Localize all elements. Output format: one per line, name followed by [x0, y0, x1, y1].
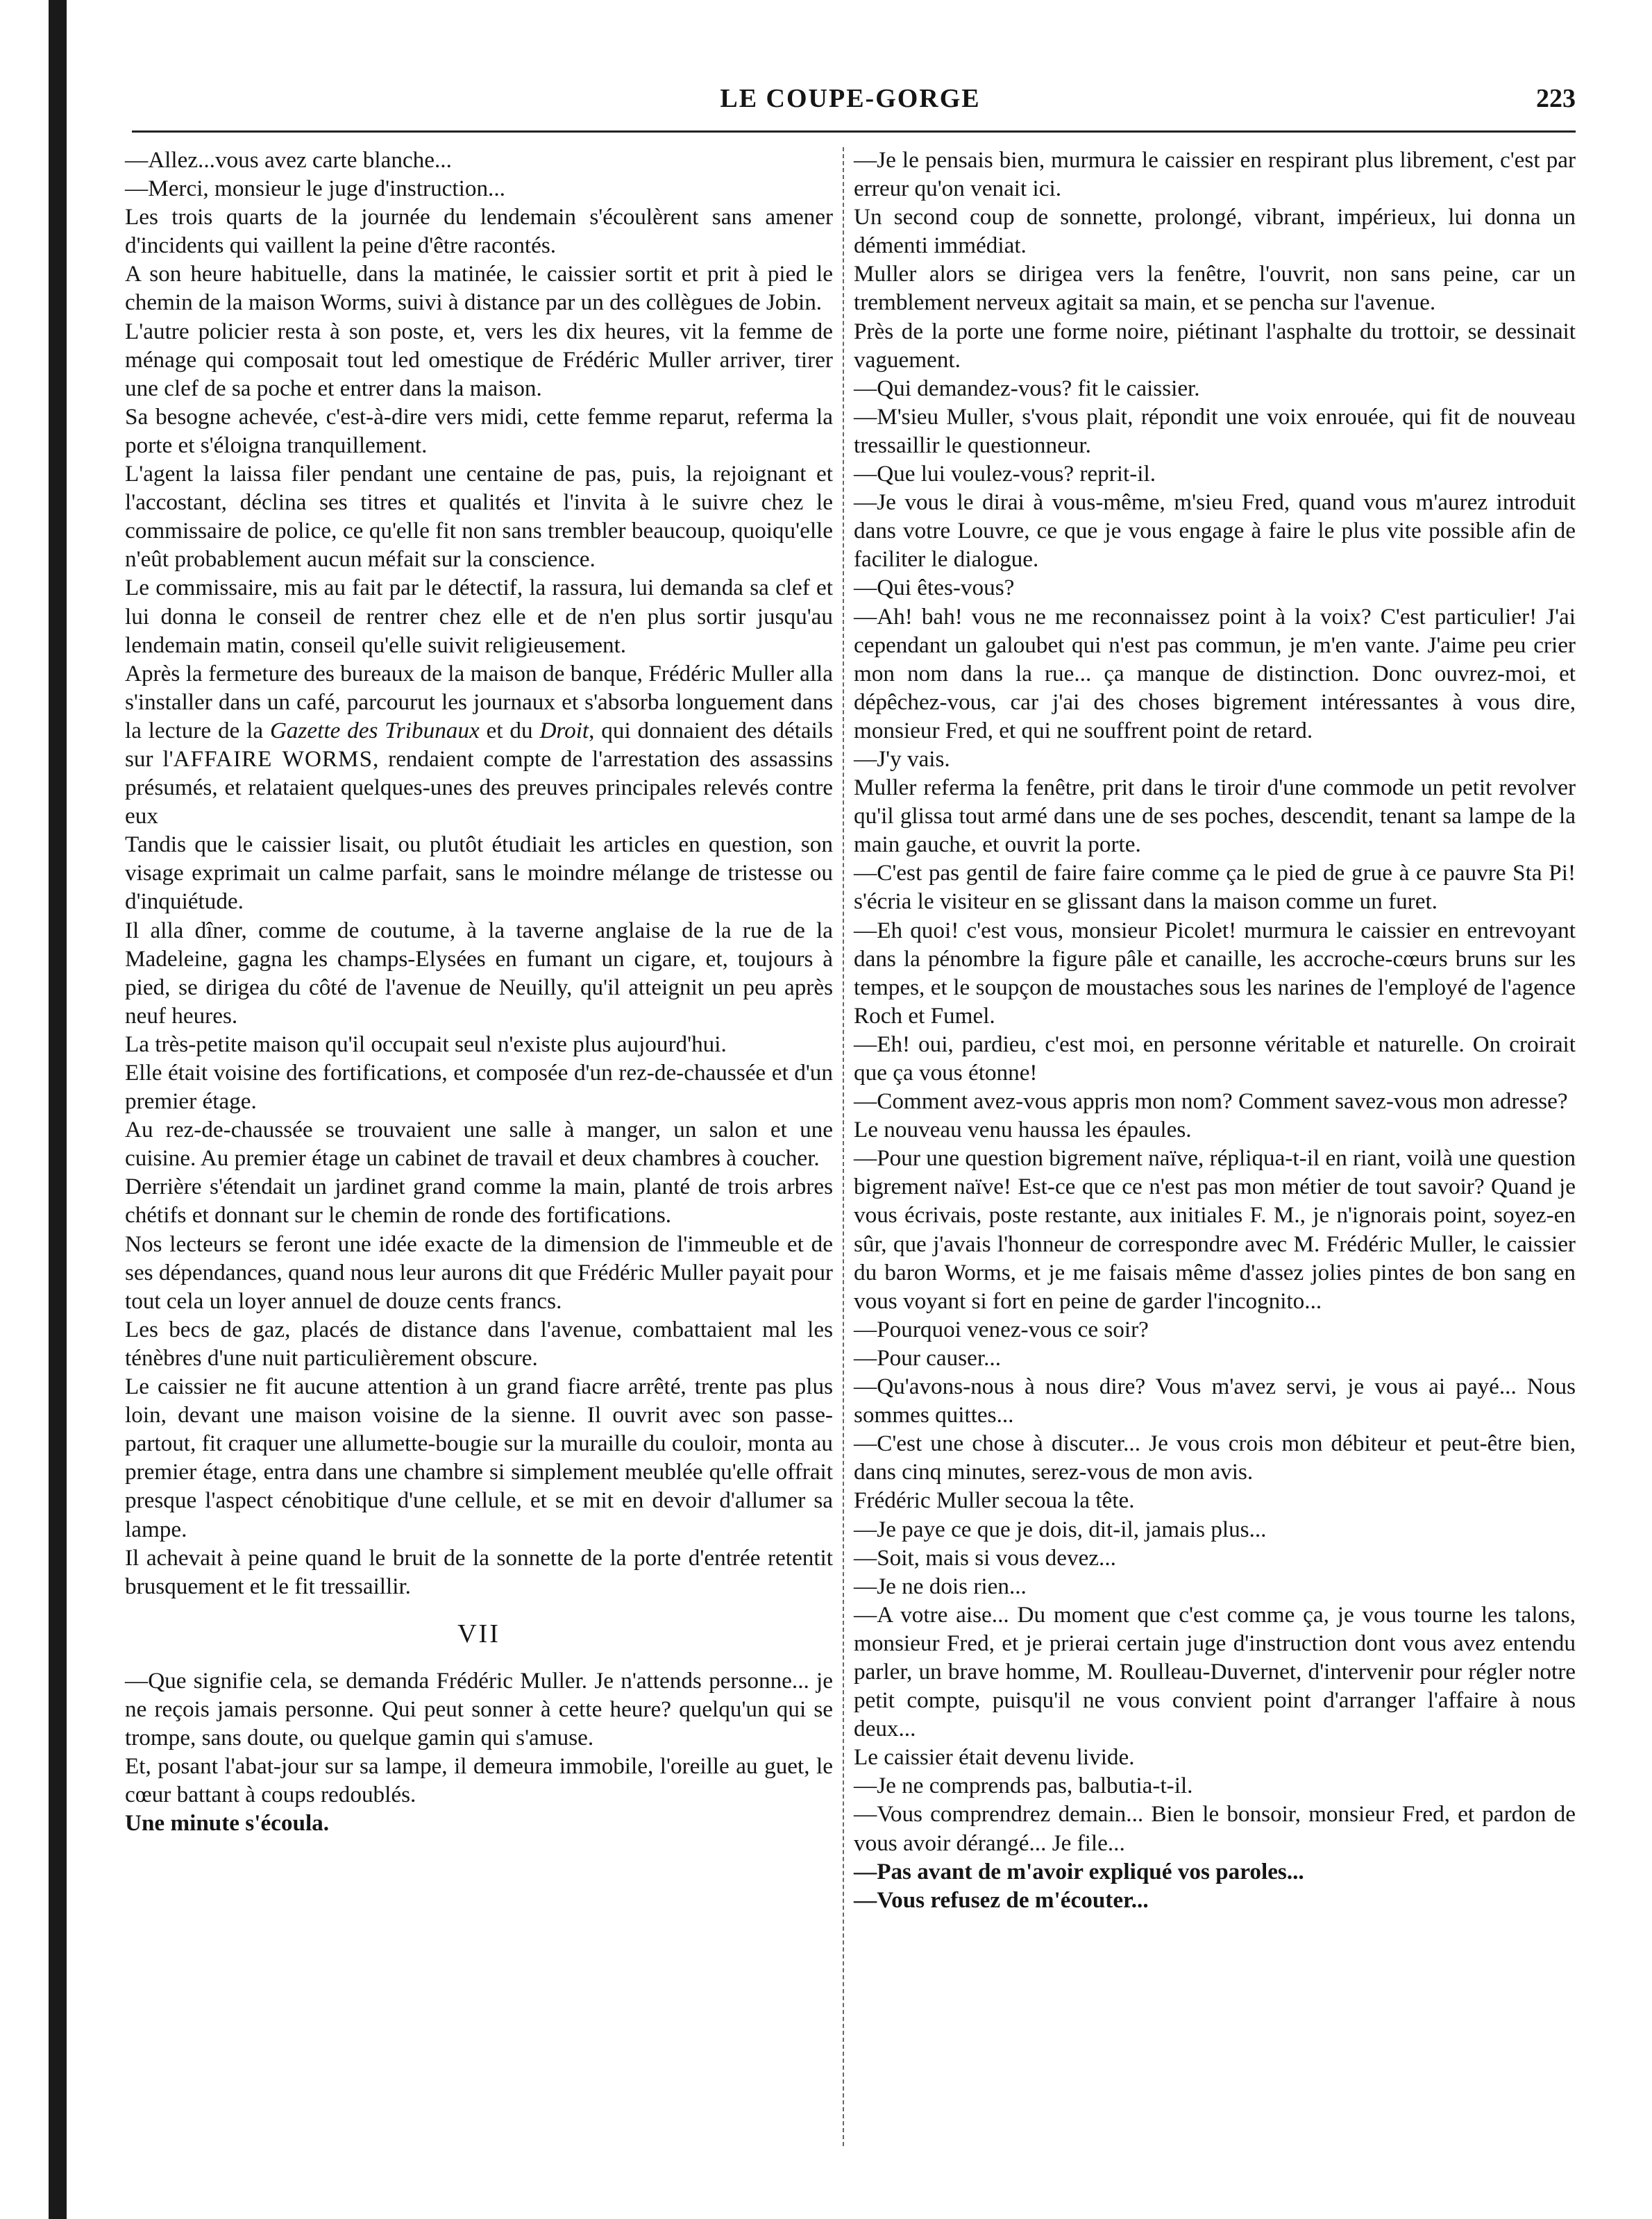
newspaper-title: Droit	[539, 717, 589, 743]
paragraph: Elle était voisine des fortifications, et composée d'un rez-de-chaussée et d'un premier étage.	[125, 1060, 833, 1115]
paragraph: Le caissier ne fit aucune attention à un grand fiacre arrêté, trente pas plus loin, devant une maison voisine de la sienne. Il ouvrit avec son passe-partout, fit craquer une allumette-bougie sur la muraille du couloir, monta au premier étage, entra dans une chambre si simplement meublée qu'elle offrait presque l'aspect cénobitique d'une cellule, et se mit en devoir d'allumer sa lampe.	[125, 1374, 833, 1542]
paragraph: —Soit, mais si vous devez...	[854, 1544, 1116, 1571]
paragraph: —Que lui voulez-vous? reprit-il.	[854, 461, 1156, 487]
paragraph: —Comment avez-vous appris mon nom? Comment savez-vous mon adresse?	[854, 1088, 1568, 1115]
paragraph: Le caissier était devenu livide.	[854, 1744, 1135, 1771]
inline-text: , rendaient compte de l'arrestation des assassins présumés, et relataient quelques-unes des preuves principales relevés contre eux	[125, 745, 833, 829]
paragraph: Il achevait à peine quand le bruit de la sonnette de la porte d'entrée retentit brusquement et le fit tressaillir.	[125, 1544, 833, 1599]
paragraph: Les trois quarts de la journée du lendemain s'écoulèrent sans amener d'incidents qui vaillent la peine d'être racontés.	[125, 204, 833, 259]
paragraph: —Vous refusez de m'écouter...	[854, 1887, 1149, 1913]
paragraph: Le commissaire, mis au fait par le détectif, la rassura, lui demanda sa clef et lui donna le conseil de rentrer chez elle et de n'en plus sortir jusqu'au lendemain matin, conseil qu'elle suivit religieusement.	[125, 575, 833, 658]
running-title: LE COUPE-GORGE	[720, 84, 981, 113]
paragraph: Un second coup de sonnette, prolongé, vibrant, impérieux, lui donna un démenti immédiat.	[854, 204, 1576, 259]
paragraph: —Que signifie cela, se demanda Frédéric Muller. Je n'attends personne... je ne reçois jamais personne. Qui peut sonner à cette heure? quelqu'un qui se trompe, sans doute, ou quelque gamin qui s'amuse.	[125, 1667, 833, 1751]
paragraph: —M'sieu Muller, s'vous plait, répondit une voix enrouée, qui fit de nouveau tressaillir le questionneur.	[854, 403, 1576, 458]
header-rule	[132, 130, 1576, 133]
paragraph: —Vous comprendrez demain... Bien le bonsoir, monsieur Fred, et pardon de vous avoir dérangé... Je file...	[854, 1801, 1576, 1856]
paragraph: —Pour une question bigrement naïve, répliqua-t-il en riant, voilà une question bigrement naïve! Est-ce que ce n'est pas mon métier de tout savoir? Quand je vous écrivais, poste restante, aux initiales F. M., je n'ignorais point, soyez-en sûr, que j'avais l'honneur de correspondre avec M. Frédéric Muller, le caissier du baron Worms, et je me faisais même d'assez jolies pintes de bon sang en vous voyant si fort en peine de garder l'incognito...	[854, 1145, 1576, 1314]
page-margin-bar	[49, 0, 67, 2219]
paragraph: Une minute s'écoula.	[125, 1810, 330, 1837]
paragraph: —Pas avant de m'avoir expliqué vos paroles...	[854, 1858, 1304, 1884]
paragraph: —A votre aise... Du moment que c'est comme ça, je vous tourne les talons, monsieur Fred, et je prierai certain juge d'instruction dont vous avez entendu parler, un brave homme, M. Roulleau-Duvernet, d'intervenir pour régler notre petit compte, puisqu'il ne vous convient point d'arranger l'affaire à nous deux...	[854, 1601, 1576, 1742]
left-column	[125, 146, 833, 1837]
paragraph: —J'y vais.	[854, 745, 950, 772]
paragraph: Muller referma la fenêtre, prit dans le tiroir d'une commode un petit revolver qu'il glissa tout armé dans une de ses poches, descendit, tenant sa lampe de la main gauche, et ouvrit la porte.	[854, 775, 1576, 858]
inline-text: et du	[479, 717, 540, 743]
newspaper-title: Gazette des Tribunaux	[269, 717, 480, 743]
paragraph: —Allez...vous avez carte blanche...	[125, 147, 452, 173]
paragraph: —Merci, monsieur le juge d'instruction...	[125, 176, 505, 202]
paragraph: Il alla dîner, comme de coutume, à la taverne anglaise de la rue de la Madeleine, gagna les champs-Elysées en fumant un cigare, et, toujours à pied, se dirigea du côté de l'avenue de Neuilly, qu'il atteignit un peu après neuf heures.	[125, 917, 833, 1029]
paragraph: L'agent la laissa filer pendant une centaine de pas, puis, la rejoignant et l'accostant, déclina ses titres et qualités et l'invita à le suivre chez le commissaire de police, ce qu'elle fit non sans trembler beaucoup, quoiqu'elle n'eût probablement aucun méfait sur la conscience.	[125, 461, 833, 573]
paragraph: —Ah! bah! vous ne me reconnaissez point à la voix? C'est particulier! J'ai cependant un galoubet qui n'est pas commun, je m'en vante. J'aime peu crier mon nom dans la rue... ça manque de distinction. Donc ouvrez-moi, et dépêchez-vous, car j'ai des choses bigrement intéressantes à vous dire, monsieur Fred, et qui ne souffrent point de retard.	[854, 603, 1576, 743]
paragraph: —Je le pensais bien, murmura le caissier en respirant plus librement, c'est par erreur qu'on venait ici.	[854, 147, 1576, 202]
paragraph: Derrière s'étendait un jardinet grand comme la main, planté de trois arbres chétifs et donnant sur le chemin de ronde des fortifications.	[125, 1174, 833, 1229]
paragraph: Muller alors se dirigea vers la fenêtre, l'ouvrit, non sans peine, car un tremblement nerveux agitait sa main, et se pencha sur l'avenue.	[854, 261, 1576, 316]
paragraph: La très-petite maison qu'il occupait seul n'existe plus aujourd'hui.	[125, 1031, 727, 1057]
inline-text: , qui donnaient des détails sur l'	[125, 717, 834, 772]
paragraph: Tandis que le caissier lisait, ou plutôt étudiait les articles en question, son visage exprimait un calme parfait, sans le moindre mélange de tristesse ou d'inquiétude.	[125, 832, 833, 915]
paragraph: Les becs de gaz, placés de distance dans l'avenue, combattaient mal les ténèbres d'une nuit particulièrement obscure.	[125, 1316, 833, 1371]
paragraph: —Pourquoi venez-vous ce soir?	[854, 1316, 1149, 1342]
page-number: 223	[1536, 84, 1576, 113]
paragraph: Nos lecteurs se feront une idée exacte de la dimension de l'immeuble et de ses dépendances, quand nous leur aurons dit que Frédéric Muller payait pour tout cela un loyer annuel de douze cents francs.	[125, 1231, 833, 1314]
paragraph: Sa besogne achevée, c'est-à-dire vers midi, cette femme reparut, referma la porte et s'éloigna tranquillement.	[125, 403, 833, 458]
paragraph: Au rez-de-chaussée se trouvaient une salle à manger, un salon et une cuisine. Au premier étage un cabinet de travail et deux chambres à coucher.	[125, 1117, 833, 1172]
paragraph: Près de la porte une forme noire, piétinant l'asphalte du trottoir, se dessinait vaguement.	[854, 318, 1576, 373]
paragraph: —C'est une chose à discuter... Je vous crois mon débiteur et peut-être bien, dans cinq minutes, serez-vous de mon avis.	[854, 1431, 1576, 1485]
affair-name: AFFAIRE WORMS	[173, 745, 373, 772]
running-header	[125, 83, 1576, 128]
paragraph: —Je paye ce que je dois, dit-il, jamais plus...	[854, 1516, 1267, 1542]
paragraph: A son heure habituelle, dans la matinée, le caissier sortit et prit à pied le chemin de la maison Worms, suivi à distance par un des collègues de Jobin.	[125, 261, 833, 316]
paragraph: —C'est pas gentil de faire faire comme ça le pied de grue à ce pauvre Sta Pi! s'écria le visiteur en se glissant dans la maison comme un furet.	[854, 860, 1576, 915]
paragraph: —Je ne dois rien...	[854, 1573, 1027, 1599]
paragraph: —Je vous le dirai à vous-même, m'sieu Fred, quand vous m'aurez introduit dans votre Louvre, ce que je vous engage à faire le plus vite possible afin de faciliter le dialogue.	[854, 489, 1576, 573]
chapter-heading: VII	[457, 1619, 500, 1648]
paragraph: —Eh! oui, pardieu, c'est moi, en personne véritable et naturelle. On croirait que ça vous étonne!	[854, 1031, 1576, 1086]
paragraph: —Je ne comprends pas, balbutia-t-il.	[854, 1773, 1193, 1799]
paragraph: Frédéric Muller secoua la tête.	[854, 1487, 1135, 1514]
paragraph: Le nouveau venu haussa les épaules.	[854, 1117, 1192, 1143]
paragraph: Et, posant l'abat-jour sur sa lampe, il demeura immobile, l'oreille au guet, le cœur battant à coups redoublés.	[125, 1753, 833, 1808]
paragraph: —Qui êtes-vous?	[854, 575, 1015, 601]
column-divider	[843, 147, 844, 2146]
paragraph-text: Après la fermeture des bureaux de la maison de banque, Frédéric Muller alla s'installer dans un café, parcourut les journaux et s'absorba longuement dans la lecture de la	[125, 660, 833, 743]
paragraph: —Qui demandez-vous? fit le caissier.	[854, 375, 1200, 401]
paragraph: L'autre policier resta à son poste, et, vers les dix heures, vit la femme de ménage qui composait tout led omestique de Frédéric Muller arriver, tirer une clef de sa poche et entrer dans la maison.	[125, 318, 833, 401]
paragraph: —Pour causer...	[854, 1344, 1001, 1371]
paragraph: —Eh quoi! c'est vous, monsieur Picolet! murmura le caissier en entrevoyant dans la pénombre la figure pâle et canaille, les accroche-cœurs bruns sur les tempes, et le soupçon de moustaches sous les narines de l'employé de l'agence Roch et Fumel.	[854, 917, 1576, 1029]
paragraph: —Qu'avons-nous à nous dire? Vous m'avez servi, je vous ai payé... Nous sommes quittes...	[854, 1374, 1576, 1428]
paragraph-newspapers	[125, 659, 833, 831]
right-column	[854, 146, 1576, 1914]
